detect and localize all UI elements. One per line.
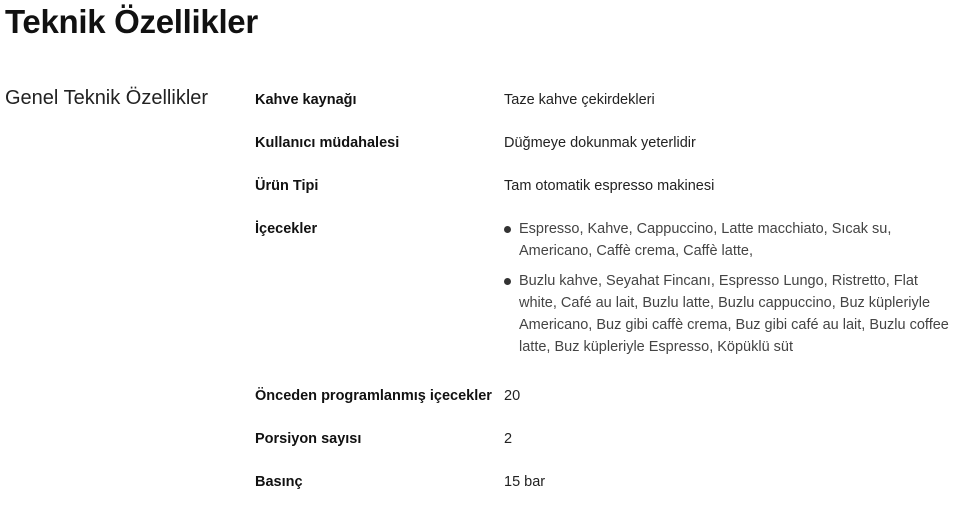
spec-label: Önceden programlanmış içecekler bbox=[255, 388, 492, 404]
list-item bbox=[504, 270, 955, 358]
spec-row-drinks bbox=[255, 218, 955, 385]
page-title: Teknik Özellikler bbox=[5, 3, 258, 40]
list-item-text: Buzlu kahve, Seyahat Fincanı, Espresso Lungo, Ristretto, Flat white, Café au lait, Buzlu latte, Buzlu cappuccino, Buz küpleriyle Americano, Buz gibi caffè crema, Buz gibi café au lait, Buzlu coffee latte, Buz küpleriyle Espresso, Köpüklü süt bbox=[519, 273, 949, 355]
spec-value: Taze kahve çekirdekleri bbox=[504, 92, 655, 108]
spec-label: Ürün Tipi bbox=[255, 178, 319, 194]
spec-label: Porsiyon sayısı bbox=[255, 431, 362, 447]
spec-table bbox=[255, 89, 955, 514]
spec-row-portions bbox=[255, 428, 955, 471]
spec-row-preprogrammed-drinks bbox=[255, 385, 955, 428]
bullet-icon bbox=[504, 226, 511, 233]
spec-label: Basınç bbox=[255, 474, 303, 490]
spec-row-product-type bbox=[255, 175, 955, 218]
list-item bbox=[504, 218, 955, 262]
spec-label: Kullanıcı müdahalesi bbox=[255, 135, 400, 151]
spec-value: Düğmeye dokunmak yeterlidir bbox=[504, 135, 696, 151]
spec-value: 2 bbox=[504, 431, 513, 447]
spec-label: İçecekler bbox=[255, 221, 318, 237]
list-item-text: Espresso, Kahve, Cappuccino, Latte macchiato, Sıcak su, Americano, Caffè crema, Caffè latte, bbox=[519, 221, 892, 259]
section-title: Genel Teknik Özellikler bbox=[5, 87, 209, 109]
spec-value: 20 bbox=[504, 388, 521, 404]
spec-row-pressure bbox=[255, 471, 955, 514]
spec-row-coffee-source bbox=[255, 89, 955, 132]
drinks-list bbox=[504, 218, 955, 358]
bullet-icon bbox=[504, 278, 511, 285]
spec-value: 15 bar bbox=[504, 474, 546, 490]
spec-row-user-interaction bbox=[255, 132, 955, 175]
spec-label: Kahve kaynağı bbox=[255, 92, 357, 108]
spec-value bbox=[504, 218, 955, 358]
spec-value: Tam otomatik espresso makinesi bbox=[504, 178, 715, 194]
